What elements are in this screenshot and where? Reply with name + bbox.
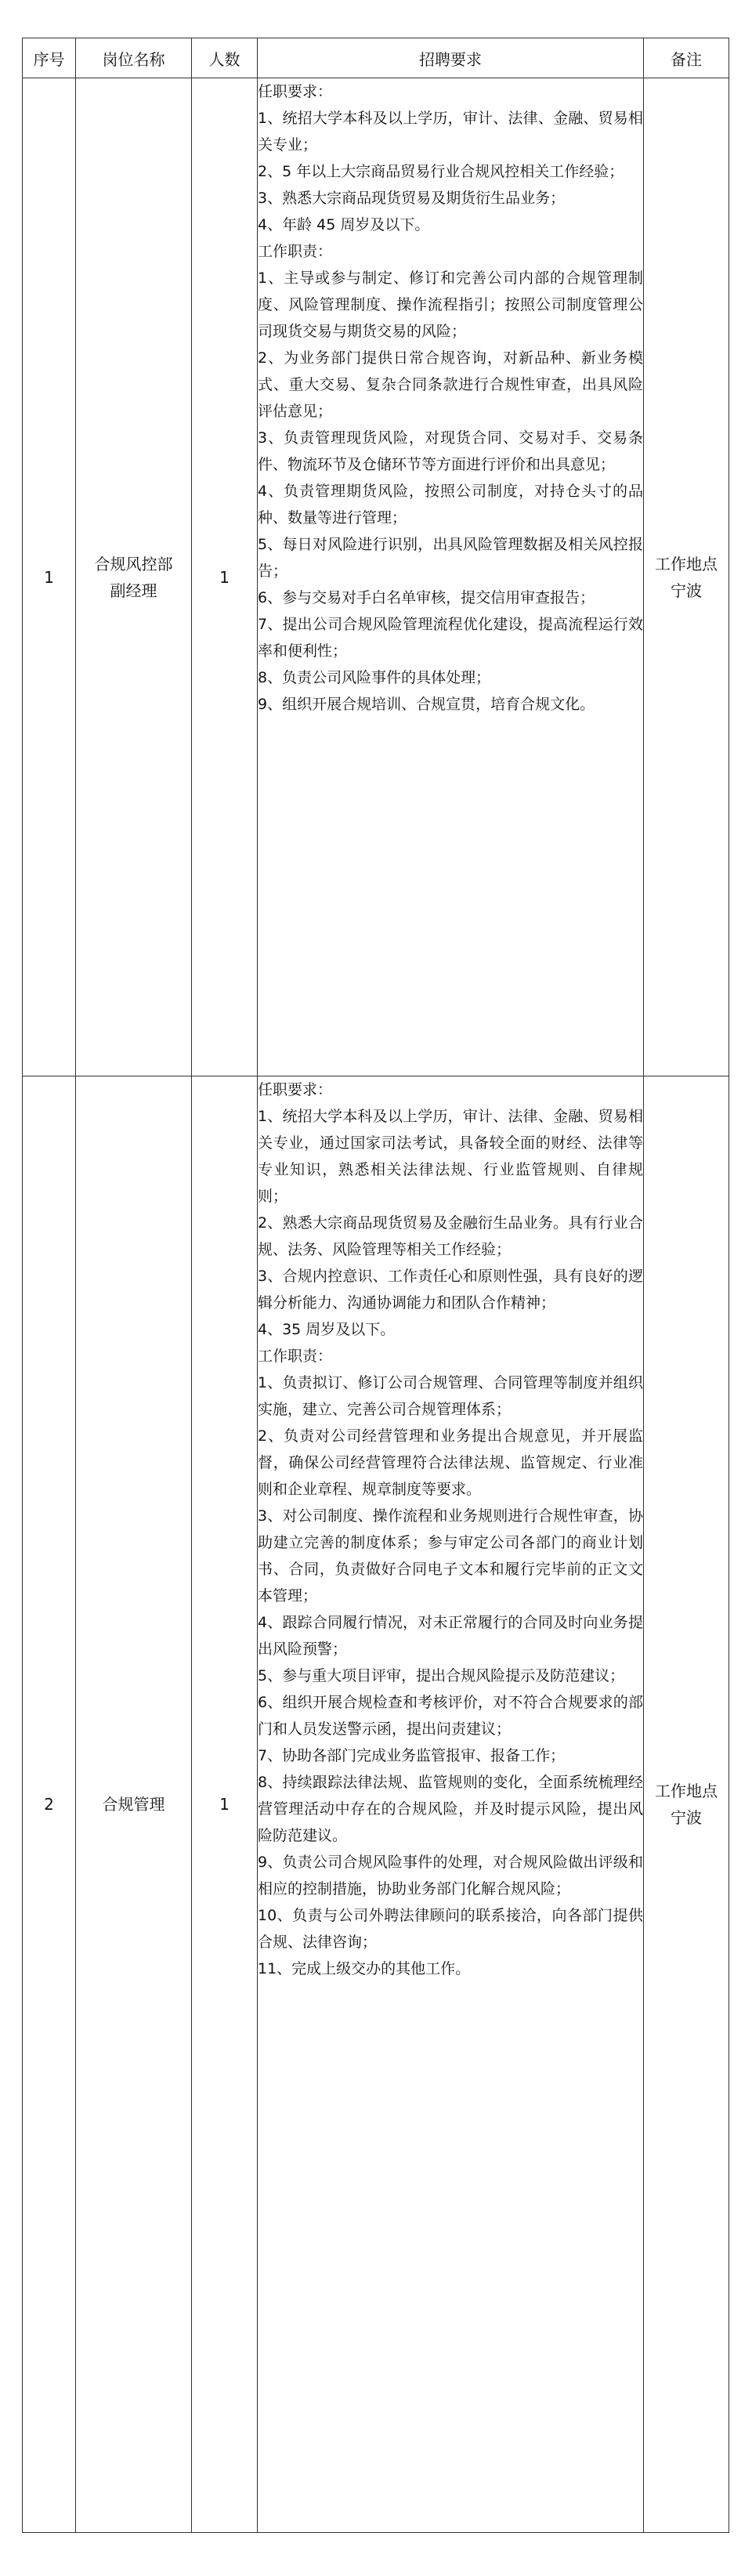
requirement-line: 7、提出公司合规风险管理流程优化建设，提高流程运行效率和便利性；	[258, 616, 643, 660]
requirement-line: 4、负责管理期货风险，按照公司制度，对持仓头寸的品种、数量等进行管理；	[258, 483, 643, 526]
requirement-line: 5、每日对风险进行识别，出具风险管理数据及相关风控报告；	[258, 536, 643, 580]
requirement-line: 3、负责管理现货风险，对现货合同、交易对手、交易条件、物流环节及仓储环节等方面进行评价和出具意见；	[258, 429, 643, 473]
requirement-line: 7、协助各部门完成业务监管报审、报备工作；	[258, 1747, 566, 1764]
requirement-line: 6、参与交易对手白名单审核，提交信用审查报告；	[258, 589, 595, 606]
remarks-line: 工作地点	[655, 1782, 718, 1800]
requirement-line: 4、35 周岁及以下。	[258, 1321, 396, 1338]
row-remarks	[644, 78, 729, 1076]
requirement-line: 2、5 年以上大宗商品贸易行业合规风控相关工作经验；	[258, 163, 624, 180]
table-header-row	[23, 38, 729, 78]
header-remarks: 备注	[644, 38, 729, 78]
requirement-line: 2、为业务部门提供日常合规咨询，对新品种、新业务模式、重大交易、复杂合同条款进行合规性审查，出具风险评估意见；	[258, 349, 643, 420]
requirement-line: 任职要求：	[258, 1081, 333, 1098]
requirement-line: 3、合规内控意识、工作责任心和原则性强，具有良好的逻辑分析能力、沟通协调能力和团队合作精神；	[258, 1268, 643, 1312]
table-row	[23, 78, 729, 1076]
requirement-line: 1、主导或参与制定、修订和完善公司内部的合规管理制度、风险管理制度、操作流程指引；按照公司制度管理公司现货交易与期货交易的风险；	[258, 270, 643, 340]
requirement-line: 4、跟踪合同履行情况，对未正常履行的合同及时向业务提出风险预警；	[258, 1614, 643, 1658]
header-requirements: 招聘要求	[258, 38, 644, 78]
requirement-line: 任职要求：	[258, 83, 333, 100]
position-line: 合规管理	[102, 1795, 165, 1814]
header-position: 岗位名称	[76, 38, 192, 78]
header-count: 人数	[192, 38, 258, 78]
remarks-line: 宁波	[671, 1808, 702, 1827]
header-seq: 序号	[23, 38, 76, 78]
position-line: 合规风控部	[94, 554, 173, 573]
requirement-line: 2、熟悉大宗商品现货贸易及金融衍生品业务。具有行业合规、法务、风险管理等相关工作经验；	[258, 1214, 643, 1258]
row-requirements	[258, 78, 644, 1076]
row-requirements	[258, 1076, 644, 2533]
position-line: 副经理	[110, 581, 157, 600]
row-seq: 1	[23, 78, 76, 1076]
requirement-line: 6、组织开展合规检查和考核评价，对不符合合规要求的部门和人员发送警示函，提出问责建议；	[258, 1694, 643, 1738]
requirement-line: 3、对公司制度、操作流程和业务规则进行合规性审查，协助建立完善的制度体系；参与审定公司各部门的商业计划书、合同，负责做好合同电子文本和履行完毕前的正文文本管理；	[258, 1507, 643, 1605]
requirement-line: 1、负责拟订、修订公司合规管理、合同管理等制度并组织实施，建立、完善公司合规管理体系；	[258, 1374, 643, 1418]
requirement-line: 工作职责：	[258, 243, 333, 260]
row-count: 1	[192, 78, 258, 1076]
requirement-line: 8、负责公司风险事件的具体处理；	[258, 669, 491, 686]
table-row	[23, 1076, 729, 2533]
requirement-line: 9、负责公司合规风险事件的处理，对合规风险做出评级和相应的控制措施，协助业务部门化解合规风险；	[258, 1854, 643, 1898]
row-seq: 2	[23, 1076, 76, 2533]
requirement-line: 1、统招大学本科及以上学历，审计、法律、金融、贸易相关专业；	[258, 110, 643, 154]
row-position	[76, 1076, 192, 2533]
requirement-line: 9、组织开展合规培训、合规宣贯，培育合规文化。	[258, 696, 595, 713]
row-count: 1	[192, 1076, 258, 2533]
remarks-line: 工作地点	[655, 554, 718, 573]
requirement-line: 4、年龄 45 周岁及以下。	[258, 216, 430, 233]
remarks-line: 宁波	[671, 581, 702, 600]
requirement-line: 工作职责：	[258, 1348, 333, 1365]
requirement-line: 11、完成上级交办的其他工作。	[258, 1960, 471, 1977]
requirement-line: 5、参与重大项目评审，提出合规风险提示及防范建议；	[258, 1667, 625, 1684]
row-position	[76, 78, 192, 1076]
row-remarks	[644, 1076, 729, 2533]
requirement-line: 10、负责与公司外聘法律顾问的联系接洽，向各部门提供合规、法律咨询；	[258, 1907, 643, 1951]
requirement-line: 2、负责对公司经营管理和业务提出合规意见，并开展监督，确保公司经营管理符合法律法规、监管规定、行业准则和企业章程、规章制度等要求。	[258, 1427, 643, 1498]
recruitment-table	[22, 38, 729, 2533]
requirement-line: 1、统招大学本科及以上学历，审计、法律、金融、贸易相关专业，通过国家司法考试，具备较全面的财经、法律等专业知识，熟悉相关法律法规、行业监管规则、自律规则；	[258, 1108, 643, 1205]
requirement-line: 3、熟悉大宗商品现货贸易及期货衍生品业务；	[258, 190, 566, 207]
requirement-line: 8、持续跟踪法律法规、监管规则的变化，全面系统梳理经营管理活动中存在的合规风险，并及时提示风险，提出风险防范建议。	[258, 1774, 643, 1844]
